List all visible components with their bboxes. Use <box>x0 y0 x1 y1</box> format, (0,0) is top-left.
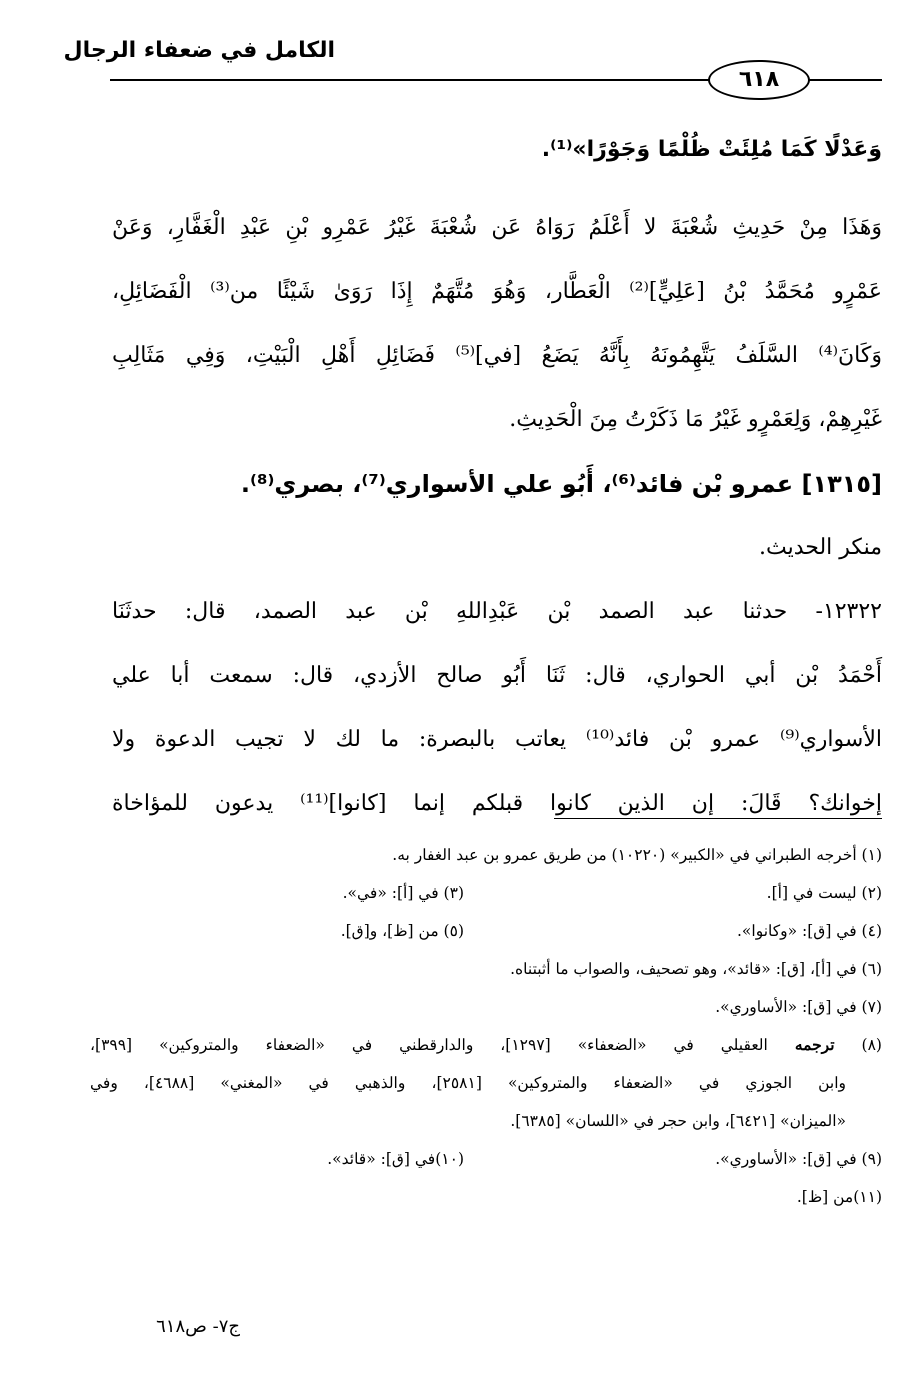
text-line-2: وَهَذَا مِنْ حَدِيثِ شُعْبَةَ لا أَعْلَمُ رَوَاهُ عَن شُعْبَةَ غَيْرُ عَمْرِو بْنِ عَبْدِ الْغَفَّارِ، وَعَنْ <box>112 215 882 240</box>
footnote-4: (٤) في [ق]: «وكانوا». <box>737 922 882 940</box>
paragraph-gap <box>112 182 882 196</box>
footnote-9: (٩) في [ق]: «الأساوري». <box>715 1150 882 1168</box>
footnote-8-lead: ترجمه <box>794 1035 835 1054</box>
footnote-8-line-2: وابن الجوزي في «الضعفاء والمتروكين» [٢٥٨١]، والذهبي في «المغني» [٤٦٨٨]، وفي <box>90 1074 846 1092</box>
hadith-line-1: ١٢٣٢٢- حدثنا عبد الصمد بْن عَبْدِاللهِ بْن عبد الصمد، قال: حدثَنَا <box>112 599 882 624</box>
footnote-11: (١١)من [ظ]. <box>796 1188 882 1206</box>
footnote-8-text-1: العقيلي في «الضعفاء» [١٢٩٧]، والدارقطني في «الضعفاء والمتروكين» [٣٩٩]، <box>90 1036 768 1054</box>
text-line-4: وَكَانَ⁽⁴⁾ السَّلَفُ يَتَّهِمُونَهُ بِأَنَّهُ يَضَعُ [في]⁽⁵⁾ فَضَائِلِ أَهْلِ الْبَيْتِ، وَفِي مَثَالِبِ <box>112 343 882 368</box>
text-line-3: عَمْرٍو مُحَمَّدُ بْنُ [عَلِيٍّ]⁽²⁾ الْعَطَّار، وَهُوَ مُتَّهَمٌ إِذَا رَوَىٰ شَيْئًا من⁽³⁾ الْفَضَائِلِ، <box>112 279 882 304</box>
footnote-8-label: (٨) <box>861 1036 882 1054</box>
page-number-badge: ٦١٨ <box>708 60 810 100</box>
footnote-row-4-5 <box>90 912 882 950</box>
footnote-row-2-3 <box>90 874 882 912</box>
hadith-line-2: أَحْمَدُ بْن أبي الحواري، قال: ثَنَا أَبُو صالح الأزدي، قال: سمعت أبا علي <box>112 663 882 688</box>
text-line-5: غَيْرِهِمْ، وَلِعَمْرٍو غَيْرُ مَا ذَكَرْتُ مِنَ الْحَدِيثِ. <box>509 407 882 432</box>
text-line-7: منكر الحديث. <box>759 535 882 560</box>
footnote-8-line-3: «الميزان» [٦٤٢١]، وابن حجر في «اللسان» [٦٣٨٥]. <box>510 1112 846 1130</box>
footnotes <box>90 836 882 1216</box>
hadith-line-3: الأسواري⁽⁹⁾ عمرو بْن فائد⁽¹⁰⁾ يعاتب بالبصرة: ما لك لا تجيب الدعوة ولا <box>112 727 883 752</box>
footnote-8-line-1 <box>90 1026 882 1064</box>
running-header-title: الكامل في ضعفاء الرجال <box>63 38 335 63</box>
entry-heading: [١٣١٥] عمرو بْن فائد⁽⁶⁾، أَبُو علي الأسواري⁽⁷⁾، بصري⁽⁸⁾. <box>240 470 882 498</box>
footnote-row-9-10 <box>90 1140 882 1178</box>
footnote-6: (٦) في [أ]، [ق]: «قائد»، وهو تصحيف، والصواب ما أثبتناه. <box>510 960 882 978</box>
hadith-line-4: إخوانك؟ قَالَ: إن الذين كانوا قبلكم إنما [كانوا]⁽¹¹⁾ يدعون للمؤاخاة <box>112 791 882 816</box>
main-text <box>112 118 882 836</box>
footnote-3: (٣) في [أ]: «في». <box>342 884 464 902</box>
footnote-1: (١) أخرجه الطبراني في «الكبير» (١٠٢٢٠) من طريق عمرو بن عبد الغفار به. <box>392 846 882 864</box>
footnote-5: (٥) من [ظ]، و[ق]. <box>340 922 464 940</box>
footnote-2: (٢) ليست في [أ]. <box>766 884 882 902</box>
footnote-7: (٧) في [ق]: «الأساوري». <box>715 998 882 1016</box>
footnote-separator <box>554 818 882 819</box>
text-line-1: وَعَدْلًا كَمَا مُلِئَتْ ظُلْمًا وَجَوْرًا»⁽¹⁾. <box>541 137 882 162</box>
footnote-10: (١٠)في [ق]: «قائد». <box>327 1150 464 1168</box>
volume-page-reference: ج٧- ص٦١٨ <box>156 1316 240 1337</box>
